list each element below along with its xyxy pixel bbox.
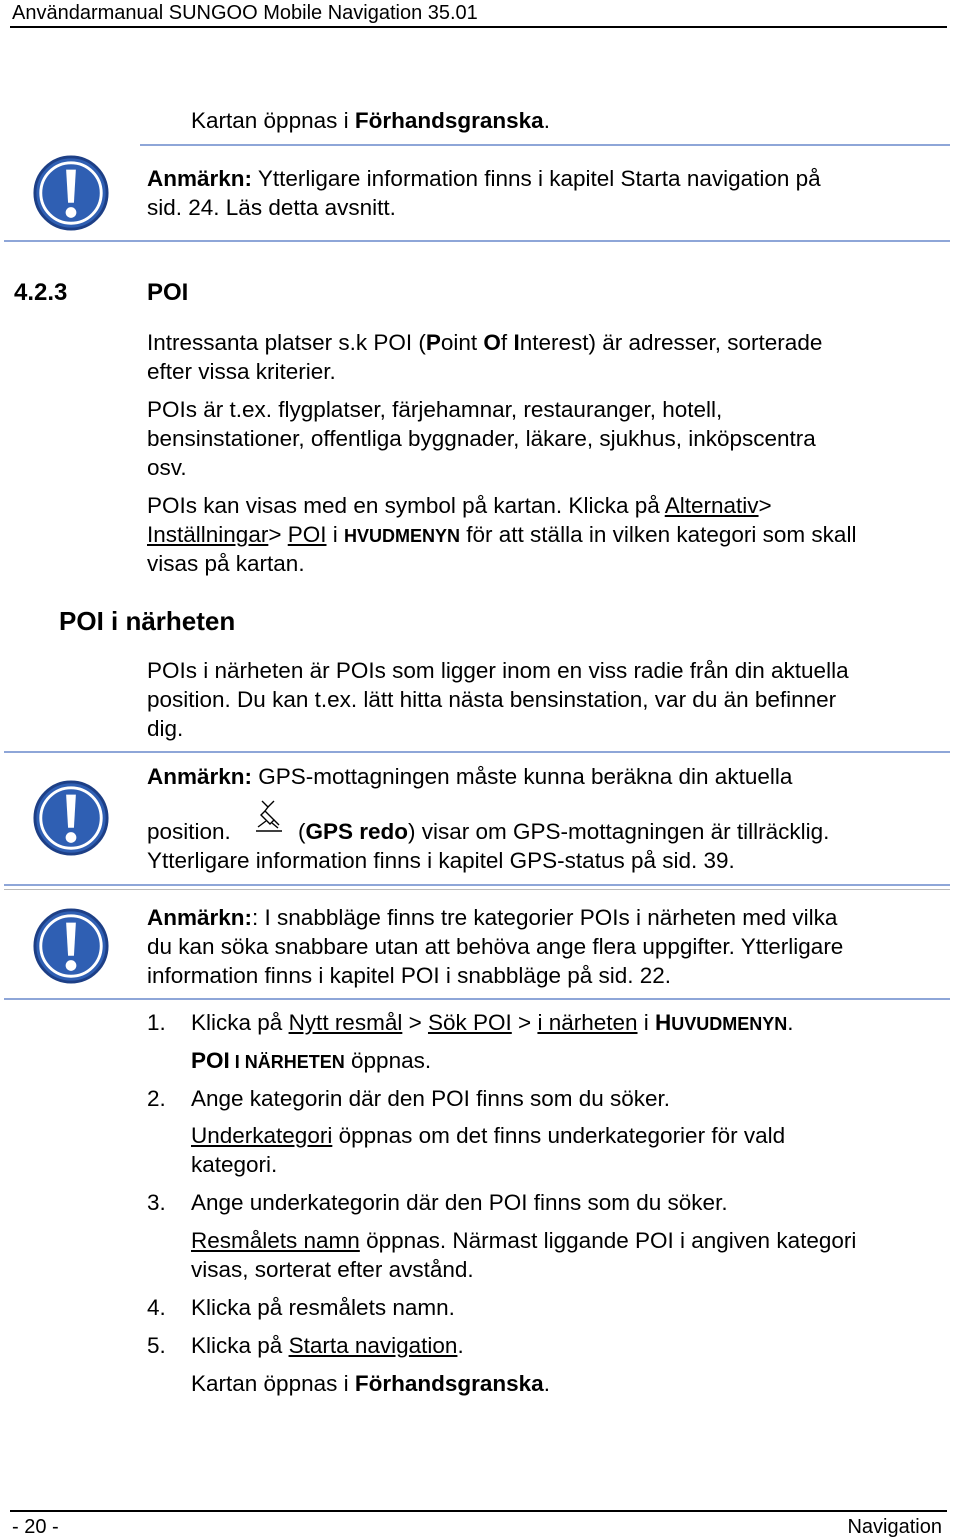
note-3-line-2: du kan söka snabbare utan att behöva ange flera uppgifter. Ytterligare bbox=[147, 934, 844, 959]
symbol-line-1: POIs kan visas med en symbol på kartan. Klicka på Alternativ> bbox=[147, 493, 772, 518]
step-4-text: Klicka på resmålets namn. bbox=[191, 1295, 455, 1320]
exclamation-icon bbox=[32, 779, 110, 857]
note-3-line-3: information finns i kapitel POI i snabbläge på sid. 22. bbox=[147, 963, 672, 988]
footer-section: Navigation bbox=[847, 1516, 942, 1538]
note-2-line-1: Anmärkn: GPS-mottagningen måste kunna beräkna din aktuella bbox=[147, 764, 793, 789]
symbol-line-2: Inställningar> POI i HVUDMENYN för att ställa in vilken kategori som skall bbox=[147, 522, 857, 547]
link-underkategori[interactable]: Underkategori bbox=[191, 1123, 333, 1148]
step-3-number: 3. bbox=[147, 1190, 166, 1215]
intro-line-2: efter vissa kriterier. bbox=[147, 359, 336, 384]
step-3-result-line-2: visas, sorterat efter avstånd. bbox=[191, 1257, 474, 1282]
step-2-text: Ange kategorin där den POI finns som du söker. bbox=[191, 1086, 671, 1111]
intro-line-1: Intressanta platser s.k POI (Point Of Interest) är adresser, sorterade bbox=[147, 330, 823, 355]
note-2-line-3: Ytterligare information finns i kapitel GPS-status på sid. 39. bbox=[147, 848, 735, 873]
symbol-line-3: visas på kartan. bbox=[147, 551, 305, 576]
link-poi[interactable]: POI bbox=[287, 522, 327, 547]
note-2-rule-bottom bbox=[4, 884, 950, 886]
nearby-line-1: POIs i närheten är POIs som ligger inom en viss radie från din aktuella bbox=[147, 658, 849, 683]
step-3-text: Ange underkategorin där den POI finns som du söker. bbox=[191, 1190, 728, 1215]
running-header: Användarmanual SUNGOO Mobile Navigation 35.01 bbox=[12, 2, 478, 24]
exclamation-icon bbox=[32, 154, 110, 232]
link-starta-navigation[interactable]: Starta navigation bbox=[288, 1333, 458, 1358]
subsection-title: POI i närheten bbox=[59, 606, 236, 636]
step-5-number: 5. bbox=[147, 1333, 166, 1358]
link-nytt-resmal[interactable]: Nytt resmål bbox=[288, 1010, 403, 1035]
step-5-result: Kartan öppnas i Förhandsgranska. bbox=[191, 1371, 550, 1396]
step-2-result-line-1: Underkategori öppnas om det finns underkategorier för vald bbox=[191, 1123, 786, 1148]
link-alternativ[interactable]: Alternativ bbox=[664, 493, 759, 518]
note-3-rule-bottom bbox=[4, 998, 950, 1000]
examples-line-1: POIs är t.ex. flygplatser, färjehamnar, restauranger, hotell, bbox=[147, 397, 723, 422]
step-5-text: Klicka på Starta navigation. bbox=[191, 1333, 464, 1358]
examples-line-2: bensinstationer, offentliga byggnader, läkare, sjukhus, inköpscentra bbox=[147, 426, 816, 451]
note-2-gps-text: (GPS redo) visar om GPS-mottagningen är tillräcklig. bbox=[298, 819, 830, 844]
section-number: 4.2.3 bbox=[14, 279, 68, 306]
step-2-result-line-2: kategori. bbox=[191, 1152, 278, 1177]
note-rule-bottom bbox=[4, 240, 950, 242]
nearby-line-3: dig. bbox=[147, 716, 184, 741]
header-rule bbox=[10, 26, 947, 28]
step-2-number: 2. bbox=[147, 1086, 166, 1111]
note-2-position: position. bbox=[147, 819, 231, 844]
link-i-narheten[interactable]: i närheten bbox=[537, 1010, 638, 1035]
step-3-result-line-1: Resmålets namn öppnas. Närmast liggande POI i angiven kategori bbox=[191, 1228, 857, 1253]
footer-rule bbox=[10, 1510, 947, 1512]
note-2-rule-top bbox=[4, 751, 950, 753]
exclamation-icon bbox=[32, 907, 110, 985]
step-1-text: Klicka på Nytt resmål > Sök POI > i närheten i HUVUDMENYN. bbox=[191, 1010, 794, 1035]
note-1-line-1: Anmärkn: Ytterligare information finns i kapitel Starta navigation på bbox=[147, 166, 821, 191]
section-title: POI bbox=[147, 279, 189, 306]
note-3-line-1: Anmärkn:: I snabbläge finns tre kategorier POIs i närheten med vilka bbox=[147, 905, 838, 930]
nearby-line-2: position. Du kan t.ex. lätt hitta nästa bensinstation, var du än befinner bbox=[147, 687, 837, 712]
examples-line-3: osv. bbox=[147, 455, 187, 480]
note-rule-top bbox=[140, 144, 950, 146]
link-sok-poi[interactable]: Sök POI bbox=[427, 1010, 512, 1035]
preview-sentence: Kartan öppnas i Förhandsgranska. bbox=[191, 108, 550, 133]
link-resmalets-namn[interactable]: Resmålets namn bbox=[191, 1228, 360, 1253]
gps-ready-icon bbox=[252, 797, 286, 835]
link-installningar[interactable]: Inställningar bbox=[147, 522, 269, 547]
page-number: - 20 - bbox=[12, 1516, 59, 1538]
step-1-result: POI I NÄRHETEN öppnas. bbox=[191, 1048, 432, 1073]
note-3-rule-top bbox=[4, 889, 950, 890]
note-1-line-2: sid. 24. Läs detta avsnitt. bbox=[147, 195, 396, 220]
step-4-number: 4. bbox=[147, 1295, 166, 1320]
step-1-number: 1. bbox=[147, 1010, 166, 1035]
